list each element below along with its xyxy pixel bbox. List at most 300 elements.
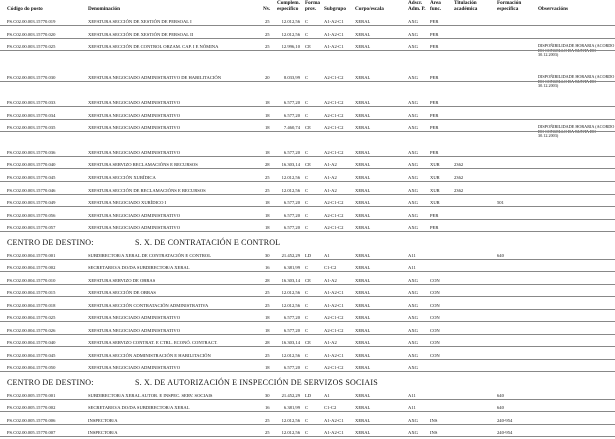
cell-adscription: AXG xyxy=(408,365,418,370)
cell-level: 25 xyxy=(265,290,270,295)
cell-adscription: A11 xyxy=(408,265,416,270)
cell-adscription: AXG xyxy=(408,125,418,130)
header-level: Nv. xyxy=(263,6,271,12)
cell-area: XUR xyxy=(430,200,440,205)
cell-level: 18 xyxy=(265,213,270,218)
cell-code: PS.C02.00.003.15770.057 xyxy=(7,225,56,230)
cell-denomination: INSPECTOR/A xyxy=(88,418,118,423)
row-divider xyxy=(0,271,615,272)
row-divider xyxy=(0,296,615,297)
cell-denomination: XEFATURA NEGOCIADO ADMINISTRATIVO xyxy=(88,328,181,333)
cell-subgroup: A2-C1-C2 xyxy=(324,113,344,118)
cell-subgroup: A1-A2 xyxy=(324,162,337,167)
cell-corps: XERAL xyxy=(355,162,371,167)
row-divider xyxy=(0,399,615,400)
cell-adscription: AXG xyxy=(408,430,418,435)
cell-corps: XERAL xyxy=(355,290,371,295)
cell-corps: XERAL xyxy=(355,393,371,398)
cell-code: PS.C02.00.005.15770.007 xyxy=(7,430,56,435)
cell-form: C xyxy=(305,200,309,205)
cell-level: 18 xyxy=(265,100,270,105)
cell-subgroup: A1-A2 xyxy=(324,340,337,345)
cell-subgroup: A1-A2-C1 xyxy=(324,353,344,358)
cell-subgroup: A2-C1-C2 xyxy=(324,75,344,80)
cell-form: CE xyxy=(305,340,311,345)
cell-form: C xyxy=(305,315,309,320)
cell-complement: 16.303,14 xyxy=(281,340,300,345)
cell-degree: 2362 xyxy=(454,188,464,193)
row-divider xyxy=(0,181,615,182)
row-divider xyxy=(0,156,615,157)
cell-degree: 2362 xyxy=(454,162,464,167)
cell-area: PER xyxy=(430,19,439,24)
row-divider xyxy=(0,424,615,425)
row-divider xyxy=(0,38,615,39)
row-divider xyxy=(0,106,615,107)
cell-level: 18 xyxy=(265,315,270,320)
cell-complement: 6.577,20 xyxy=(283,150,300,155)
row-divider xyxy=(0,309,615,310)
cell-form: C xyxy=(305,290,309,295)
cell-code: PS.C02.00.003.15770.036 xyxy=(7,150,56,155)
cell-level: 18 xyxy=(265,125,270,130)
cell-corps: XERAL xyxy=(355,253,371,258)
cell-level: 18 xyxy=(265,200,270,205)
cell-form: CE xyxy=(305,278,311,283)
cell-level: 25 xyxy=(265,188,270,193)
cell-level: 28 xyxy=(265,340,270,345)
cell-denomination: XEFATURA NEGOCIADO ADMINISTRATIVO xyxy=(88,213,181,218)
cell-subgroup: A2-C1-C2 xyxy=(324,328,344,333)
row-divider xyxy=(0,219,615,220)
header-subgroup: Subgrupo xyxy=(324,6,346,12)
cell-code: PS.C02.00.005.15770.006 xyxy=(7,418,56,423)
cell-level: 30 xyxy=(265,393,270,398)
cell-subgroup: A2-C1-C2 xyxy=(324,125,344,130)
cell-complement: 12.012,56 xyxy=(281,188,300,193)
cell-level: 20 xyxy=(265,75,270,80)
row-divider xyxy=(0,194,615,195)
cell-form: C xyxy=(305,353,309,358)
header-degree-2: académica xyxy=(454,6,478,12)
cell-form: C xyxy=(305,265,309,270)
cell-denomination: XEFATURA SECCIÓN DE RECLAMACIÓNS E RECURSOS xyxy=(88,188,206,193)
cell-corps: XERAL xyxy=(355,405,371,410)
cell-form: C xyxy=(305,213,309,218)
cell-adscription: AXG xyxy=(408,328,418,333)
cell-complement: 7.460,74 xyxy=(283,125,300,130)
cell-subgroup: A1-A2-C1 xyxy=(324,19,344,24)
cell-code: PS.C02.00.004.15770.026 xyxy=(7,328,56,333)
cell-subgroup: A1-A2-C1 xyxy=(324,430,344,435)
cell-adscription: AXG xyxy=(408,150,418,155)
cell-adscription: AXG xyxy=(408,418,418,423)
cell-form: C xyxy=(305,75,309,80)
cell-complement: 12.012,56 xyxy=(281,290,300,295)
cell-complement: 6.577,20 xyxy=(283,328,300,333)
cell-corps: XERAL xyxy=(355,100,371,105)
row-divider xyxy=(0,436,615,437)
cell-area: PER xyxy=(430,44,439,49)
cell-form: C xyxy=(305,100,309,105)
cell-complement: 12.012,56 xyxy=(281,353,300,358)
cell-form: CE xyxy=(305,44,311,49)
cell-subgroup: C1-C2 xyxy=(324,265,337,270)
cell-denomination: XEFATURA NEGOCIADO ADMINISTRATIVO xyxy=(88,225,181,230)
cell-form: C xyxy=(305,328,309,333)
row-divider xyxy=(0,131,615,132)
cell-area: PER xyxy=(430,225,439,230)
cell-form: C xyxy=(305,19,309,24)
cell-level: 28 xyxy=(265,278,270,283)
row-divider xyxy=(0,231,615,232)
section-name: S. X. DE CONTRATACIÓN E CONTROL xyxy=(135,238,281,247)
cell-complement: 12.012,56 xyxy=(281,418,300,423)
cell-code: PS.C02.00.003.15770.030 xyxy=(7,75,56,80)
cell-complement: 6.577,20 xyxy=(283,200,300,205)
cell-form: CE xyxy=(305,162,311,167)
cell-code: PS.C02.00.003.15770.033 xyxy=(7,100,56,105)
cell-adscription: AXG xyxy=(408,75,418,80)
row-divider xyxy=(0,359,615,360)
cell-form: C xyxy=(305,113,309,118)
cell-complement: 12.012,56 xyxy=(281,32,300,37)
cell-code: PS.C02.00.003.15770.049 xyxy=(7,200,56,205)
row-divider xyxy=(0,284,615,285)
cell-level: 18 xyxy=(265,150,270,155)
cell-corps: XERAL xyxy=(355,418,371,423)
row-divider xyxy=(0,259,615,260)
cell-adscription: AXG xyxy=(408,44,418,49)
cell-adscription: AXG xyxy=(408,200,418,205)
cell-area: PER xyxy=(430,213,439,218)
cell-area: PER xyxy=(430,100,439,105)
cell-complement: 6.577,20 xyxy=(283,100,300,105)
header-code: Código do posto xyxy=(7,6,43,12)
header-adscription-2: Adm. P. xyxy=(408,6,426,12)
cell-subgroup: A1-A2 xyxy=(324,278,337,283)
cell-subgroup: A2-C1-C2 xyxy=(324,315,344,320)
cell-area: PER xyxy=(430,75,439,80)
cell-code: PS.C02.00.004.15770.045 xyxy=(7,353,56,358)
header-corps: Corpo/escala xyxy=(355,6,384,12)
row-divider xyxy=(0,168,615,169)
cell-level: 30 xyxy=(265,253,270,258)
cell-complement: 16.303,14 xyxy=(281,162,300,167)
cell-form: C xyxy=(305,32,309,37)
cell-subgroup: A1-A2 xyxy=(324,175,337,180)
cell-training: 640 xyxy=(497,253,504,258)
cell-training: 640 xyxy=(497,405,504,410)
cell-form: C xyxy=(305,430,309,435)
cell-area: INS xyxy=(430,418,438,423)
section-label: CENTRO DE DESTINO: xyxy=(7,378,94,387)
cell-adscription: A11 xyxy=(408,393,416,398)
cell-denomination: SECRETARIO/A DO/DA SUBDIRECTOR/A XERAL xyxy=(88,265,190,270)
row-divider xyxy=(0,371,615,372)
header-training-2: específica xyxy=(497,6,519,12)
cell-level: 25 xyxy=(265,430,270,435)
cell-complement: 6.577,20 xyxy=(283,225,300,230)
cell-code: PS.C02.00.003.15770.045 xyxy=(7,175,56,180)
cell-complement: 16.303,14 xyxy=(281,278,300,283)
cell-code: PS.C02.00.003.15770.019 xyxy=(7,19,56,24)
cell-form: C xyxy=(305,303,309,308)
header-area-1: Área xyxy=(430,0,441,6)
cell-denomination: XEFATURA NEGOCIADO ADMINISTRATIVO DE HABILITACIÓN xyxy=(88,75,222,80)
cell-corps: XERAL xyxy=(355,340,371,345)
cell-form: C xyxy=(305,150,309,155)
cell-complement: 6.577,20 xyxy=(283,365,300,370)
cell-adscription: A11 xyxy=(408,405,416,410)
cell-adscription: AXG xyxy=(408,19,418,24)
cell-code: PS.C02.00.004.15770.015 xyxy=(7,290,56,295)
cell-code: PS.C02.00.005.15770.001 xyxy=(7,393,56,398)
cell-area: XUR xyxy=(430,175,440,180)
cell-subgroup: A1-A2-C1 xyxy=(324,44,344,49)
cell-subgroup: A1 xyxy=(324,253,330,258)
cell-subgroup: A2-C1-C2 xyxy=(324,100,344,105)
row-divider xyxy=(0,206,615,207)
cell-corps: XERAL xyxy=(355,200,371,205)
header-complement-2: específico xyxy=(277,6,299,12)
cell-level: 16 xyxy=(265,405,270,410)
cell-adscription: AXG xyxy=(408,188,418,193)
cell-level: 25 xyxy=(265,175,270,180)
cell-form: C xyxy=(305,405,309,410)
cell-complement: 12.996,10 xyxy=(281,44,300,49)
row-divider xyxy=(0,119,615,120)
cell-adscription: AXG xyxy=(408,213,418,218)
cell-code: PS.C02.00.003.15770.025 xyxy=(7,44,56,49)
cell-subgroup: A2-C1-C2 xyxy=(324,365,344,370)
cell-adscription: AXG xyxy=(408,340,418,345)
cell-corps: XERAL xyxy=(355,265,371,270)
cell-code: PS.C02.00.004.15770.025 xyxy=(7,315,56,320)
cell-area: CON xyxy=(430,328,440,333)
cell-area: CON xyxy=(430,278,440,283)
cell-adscription: A11 xyxy=(408,253,416,258)
cell-corps: XERAL xyxy=(355,125,371,130)
header-area-2: func. xyxy=(430,6,442,12)
section-label: CENTRO DE DESTINO: xyxy=(7,238,94,247)
row-divider xyxy=(0,81,615,82)
cell-level: 25 xyxy=(265,44,270,49)
cell-form: C xyxy=(305,365,309,370)
cell-training: 640 xyxy=(497,393,504,398)
cell-adscription: AXG xyxy=(408,32,418,37)
cell-corps: XERAL xyxy=(355,353,371,358)
cell-adscription: AXG xyxy=(408,278,418,283)
cell-level: 25 xyxy=(265,19,270,24)
cell-denomination: XEFATURA SECCIÓN ADMINISTRACIÓN E HABILITACIÓN xyxy=(88,353,211,358)
cell-code: PS.C02.00.004.15770.040 xyxy=(7,340,56,345)
cell-level: 25 xyxy=(265,353,270,358)
header-degree-1: Titulación xyxy=(454,0,477,6)
cell-code: PS.C02.00.003.15770.034 xyxy=(7,113,56,118)
cell-subgroup: A1 xyxy=(324,393,330,398)
cell-subgroup: A2-C1-C2 xyxy=(324,225,344,230)
cell-complement: 12.012,56 xyxy=(281,430,300,435)
cell-form: C xyxy=(305,225,309,230)
cell-corps: XERAL xyxy=(355,328,371,333)
cell-area: PER xyxy=(430,113,439,118)
header-adscription-1: Adscr. xyxy=(408,0,423,6)
header-form-1: Forma xyxy=(305,0,320,6)
cell-level: 16 xyxy=(265,265,270,270)
cell-training: 240-954 xyxy=(497,418,513,423)
cell-complement: 8.033,99 xyxy=(283,75,300,80)
cell-form: C xyxy=(305,188,309,193)
cell-complement: 21.452,29 xyxy=(281,393,300,398)
cell-denomination: SUBDIRECTOR/A XERAL AUTOR. E INSPEC. SERV. SOCIAIS xyxy=(88,393,213,398)
cell-corps: XERAL xyxy=(355,44,371,49)
cell-area: CON xyxy=(430,340,440,345)
cell-denomination: XEFATURA SECCIÓN DE CONTROL ORZAM. CAP. I E NÓMINA xyxy=(88,44,219,49)
cell-code: PS.C02.00.004.15770.001 xyxy=(7,253,56,258)
cell-level: 25 xyxy=(265,32,270,37)
cell-level: 18 xyxy=(265,225,270,230)
cell-complement: 21.452,29 xyxy=(281,253,300,258)
row-divider xyxy=(0,25,615,26)
section-name: S. X. DE AUTORIZACIÓN E INSPECCIÓN DE SERVIZOS SOCIAIS xyxy=(135,378,378,387)
cell-denomination: INSPECTOR/A xyxy=(88,430,118,435)
cell-area: CON xyxy=(430,353,440,358)
cell-area: XUR xyxy=(430,162,440,167)
cell-subgroup: A2-C1-C2 xyxy=(324,150,344,155)
cell-corps: XERAL xyxy=(355,19,371,24)
cell-corps: XERAL xyxy=(355,188,371,193)
cell-form: C xyxy=(305,418,309,423)
cell-denomination: XEFATURA SECCIÓN DE XESTIÓN DE PERSOAL II xyxy=(88,32,194,37)
cell-form: LD xyxy=(305,253,312,258)
cell-denomination: XEFATURA NEGOCIADO ADMINISTRATIVO xyxy=(88,365,181,370)
cell-form: CE xyxy=(305,125,311,130)
cell-complement: 12.012,56 xyxy=(281,19,300,24)
cell-code: PS.C02.00.003.15770.046 xyxy=(7,188,56,193)
cell-code: PS.C02.00.004.15770.018 xyxy=(7,303,56,308)
cell-denomination: SUBDIRECTOR/A XERAL DE CONTRATACIÓN E CONTROL xyxy=(88,253,212,258)
cell-adscription: AXG xyxy=(408,315,418,320)
row-divider xyxy=(0,50,615,51)
cell-denomination: XEFATURA NEGOCIADO ADMINISTRATIVO xyxy=(88,150,181,155)
cell-complement: 6.577,20 xyxy=(283,113,300,118)
cell-adscription: AXG xyxy=(408,303,418,308)
cell-corps: XERAL xyxy=(355,175,371,180)
cell-complement: 12.012,56 xyxy=(281,303,300,308)
header-training-1: Formación xyxy=(497,0,522,6)
cell-level: 28 xyxy=(265,162,270,167)
cell-area: PER xyxy=(430,150,439,155)
cell-denomination: SECRETARIO/A DO/DA SUBDIRECTOR/A XERAL xyxy=(88,405,190,410)
cell-adscription: AXG xyxy=(408,100,418,105)
cell-code: PS.C02.00.003.15770.020 xyxy=(7,32,56,37)
row-divider xyxy=(0,321,615,322)
cell-corps: XERAL xyxy=(355,225,371,230)
row-divider xyxy=(0,411,615,412)
cell-code: PS.C02.00.003.15770.056 xyxy=(7,213,56,218)
header-observations: Observacións xyxy=(538,6,568,12)
cell-denomination: XEFATURA SERVIZO DE OBRAS xyxy=(88,278,156,283)
cell-corps: XERAL xyxy=(355,150,371,155)
cell-corps: XERAL xyxy=(355,278,371,283)
cell-subgroup: A1-A2-C1 xyxy=(324,290,344,295)
cell-denomination: XEFATURA SECCIÓN CONTRATACIÓN ADMINISTRATIVA xyxy=(88,303,209,308)
cell-observations: DISPOÑIBILIDADE HORARIA (ACORDO DO CONSELLO DA XUNTA DO 30.12.2003) xyxy=(538,43,615,58)
row-divider xyxy=(0,334,615,335)
cell-observations: DISPOÑIBILIDADE HORARIA (ACORDO DO CONSELLO DA XUNTA DO 30.12.2003) xyxy=(538,74,615,89)
cell-subgroup: A1-A2-C1 xyxy=(324,32,344,37)
cell-adscription: AXG xyxy=(408,225,418,230)
cell-code: PS.C02.00.004.15770.010 xyxy=(7,278,56,283)
cell-adscription: AXG xyxy=(408,175,418,180)
cell-level: 25 xyxy=(265,303,270,308)
cell-corps: XERAL xyxy=(355,365,371,370)
cell-complement: 6.381,99 xyxy=(283,265,300,270)
cell-subgroup: C1-C2 xyxy=(324,405,337,410)
cell-area: XUR xyxy=(430,188,440,193)
cell-denomination: XEFATURA SERVIZO RECLAMACIÓNS E RECURSOS xyxy=(88,162,198,167)
cell-level: 18 xyxy=(265,365,270,370)
cell-level: 25 xyxy=(265,418,270,423)
cell-corps: XERAL xyxy=(355,430,371,435)
cell-corps: XERAL xyxy=(355,75,371,80)
table-header xyxy=(0,0,615,16)
cell-observations: DISPOÑIBILIDADE HORARIA (ACORDO DO CONSELLO DA XUNTA DO 30.12.2003) xyxy=(538,124,615,139)
cell-code: PS.C02.00.005.15770.002 xyxy=(7,405,56,410)
cell-denomination: XEFATURA SECCIÓN DE XESTIÓN DE PERSOAL I xyxy=(88,19,192,24)
cell-denomination: XEFATURA NEGOCIADO ADMINISTRATIVO xyxy=(88,113,181,118)
cell-subgroup: A2-C1-C2 xyxy=(324,213,344,218)
cell-corps: XERAL xyxy=(355,303,371,308)
cell-corps: XERAL xyxy=(355,32,371,37)
cell-level: 18 xyxy=(265,328,270,333)
cell-corps: XERAL xyxy=(355,213,371,218)
cell-area: PER xyxy=(430,125,439,130)
cell-form: C xyxy=(305,175,309,180)
header-denomination: Denominación xyxy=(88,6,120,12)
cell-denomination: XEFATURA SECCIÓN DE OBRAS xyxy=(88,290,156,295)
header-form-2: prov. xyxy=(305,6,317,12)
cell-training: 501 xyxy=(497,200,504,205)
cell-code: PS.C02.00.003.15770.040 xyxy=(7,162,56,167)
cell-adscription: AXG xyxy=(408,353,418,358)
cell-degree: 2362 xyxy=(454,175,464,180)
cell-training: 240-954 xyxy=(497,430,513,435)
cell-denomination: XEFATURA SECCIÓN XURÍDICA xyxy=(88,175,156,180)
cell-denomination: XEFATURA NEGOCIADO XURÍDICO I xyxy=(88,200,167,205)
cell-denomination: XEFATURA NEGOCIADO ADMINISTRATIVO xyxy=(88,315,181,320)
cell-area: INS xyxy=(430,430,438,435)
cell-subgroup: A2-C1-C2 xyxy=(324,200,344,205)
cell-form: LD xyxy=(305,393,312,398)
cell-code: PS.C02.00.004.15770.050 xyxy=(7,365,56,370)
cell-denomination: XEFATURA NEGOCIADO ADMINISTRATIVO xyxy=(88,100,181,105)
cell-corps: XERAL xyxy=(355,315,371,320)
cell-complement: 6.577,20 xyxy=(283,213,300,218)
cell-area: CON xyxy=(430,303,440,308)
cell-area: CON xyxy=(430,315,440,320)
cell-complement: 6.381,99 xyxy=(283,405,300,410)
row-divider xyxy=(0,346,615,347)
cell-adscription: AXG xyxy=(408,113,418,118)
cell-complement: 6.577,20 xyxy=(283,315,300,320)
cell-corps: XERAL xyxy=(355,113,371,118)
cell-denomination: XEFATURA NEGOCIADO ADMINISTRATIVO xyxy=(88,125,181,130)
cell-adscription: AXG xyxy=(408,162,418,167)
cell-subgroup: A1-A2 xyxy=(324,188,337,193)
cell-code: PS.C02.00.004.15770.002 xyxy=(7,265,56,270)
